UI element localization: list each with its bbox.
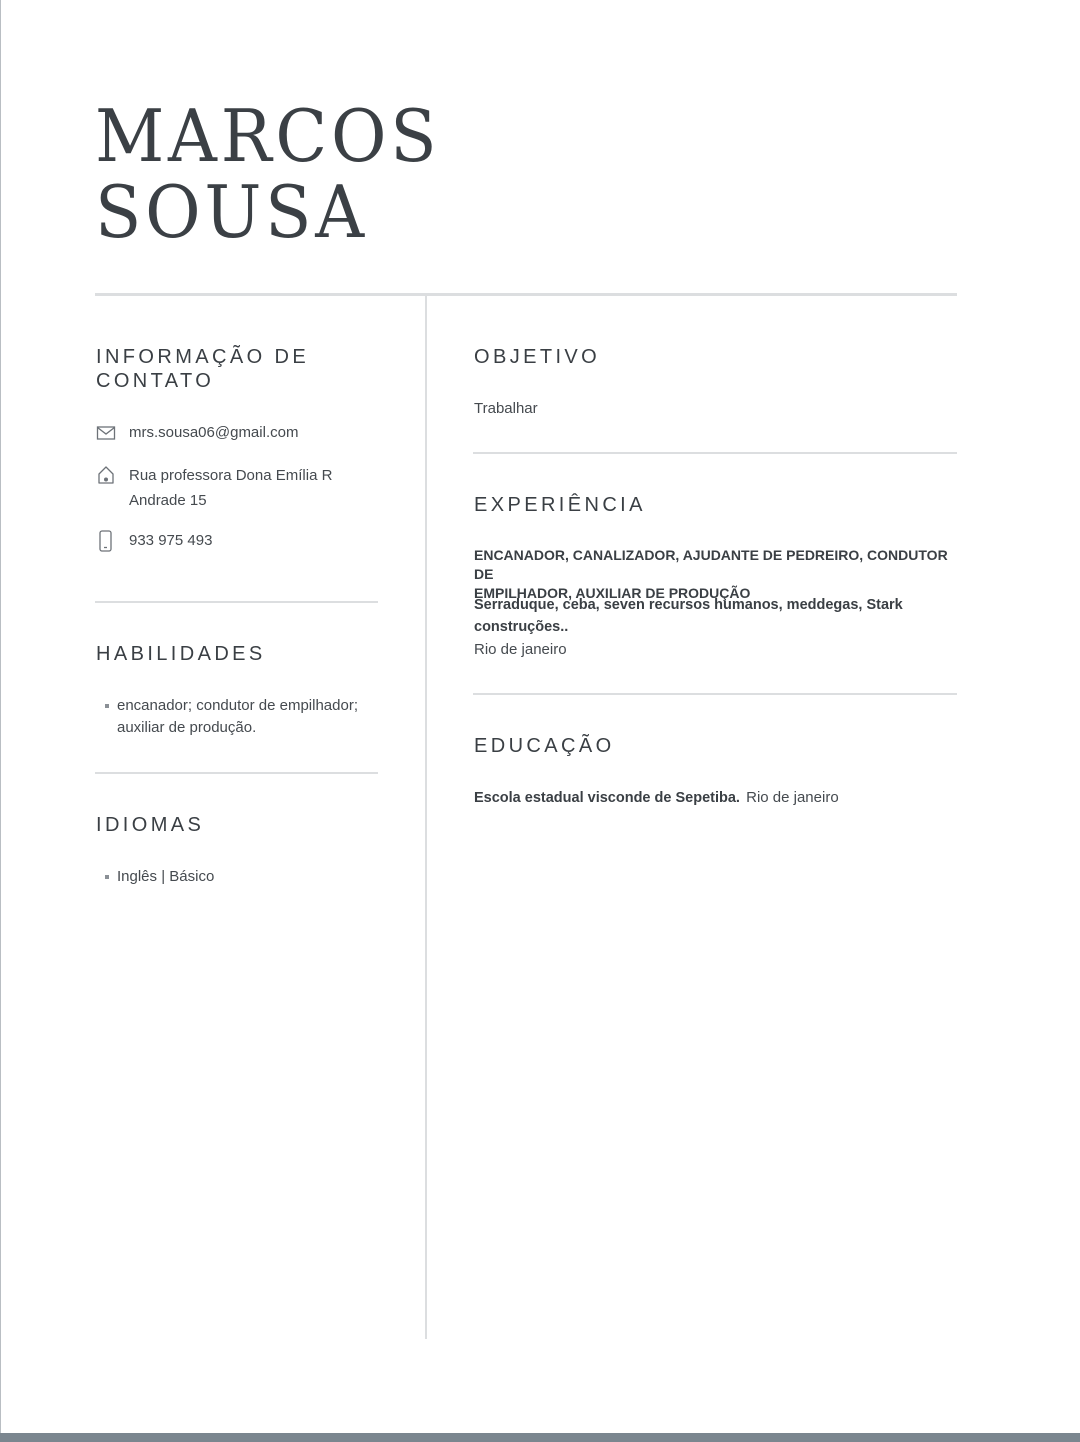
languages-heading: IDIOMAS — [96, 814, 205, 836]
contact-email[interactable]: mrs.sousa06@gmail.com — [129, 424, 299, 441]
company-line1: Serraduque, ceba, seven recursos humanos, meddegas, Stark — [474, 597, 903, 613]
header-divider — [95, 293, 957, 296]
skills-item — [117, 695, 358, 739]
languages-bullet — [105, 875, 109, 879]
experience-divider — [473, 693, 957, 695]
experience-company — [474, 594, 903, 638]
column-divider — [425, 296, 427, 1339]
education-location: Rio de janeiro — [746, 789, 839, 806]
skills-divider — [95, 772, 378, 774]
education-heading: EDUCAÇÃO — [474, 735, 615, 757]
experience-location: Rio de janeiro — [474, 641, 567, 658]
languages-item: Inglês | Básico — [117, 868, 215, 885]
skills-item-line1: encanador; condutor de empilhador; — [117, 697, 358, 714]
experience-heading: EXPERIÊNCIA — [474, 494, 646, 516]
envelope-icon — [96, 423, 116, 445]
contact-phone: 933 975 493 — [129, 532, 213, 549]
footer-bar — [0, 1433, 1080, 1442]
contact-heading — [96, 345, 309, 393]
skills-heading: HABILIDADES — [96, 643, 266, 665]
contact-heading-line2: CONTATO — [96, 370, 215, 392]
contact-divider — [95, 601, 378, 603]
name-last: SOUSA — [95, 170, 368, 254]
objective-text: Trabalhar — [474, 400, 538, 417]
company-line2: construções.. — [474, 619, 569, 635]
skills-item-line2: auxiliar de produção. — [117, 719, 257, 736]
objective-divider — [473, 452, 957, 454]
home-icon — [96, 464, 116, 486]
education-entry — [474, 787, 839, 809]
page-left-edge — [0, 0, 1, 1442]
contact-heading-line1: INFORMAÇÃO DE — [96, 346, 310, 368]
address-line1: Rua professora Dona Emília R — [129, 467, 333, 484]
skills-bullet — [105, 704, 109, 708]
contact-address — [129, 463, 332, 513]
job-title-line2: EMPILHADOR, AUXILIAR DE PRODUÇÃO — [474, 585, 751, 601]
mobile-phone-icon — [97, 530, 117, 552]
education-school: Escola estadual visconde de Sepetiba. — [474, 790, 740, 806]
name-first: MARCOS — [95, 94, 441, 178]
address-line2: Andrade 15 — [129, 492, 207, 509]
objective-heading: OBJETIVO — [474, 346, 601, 368]
job-title-line1: ENCANADOR, CANALIZADOR, AJUDANTE DE PEDREIRO, CONDUTOR DE — [474, 547, 948, 582]
